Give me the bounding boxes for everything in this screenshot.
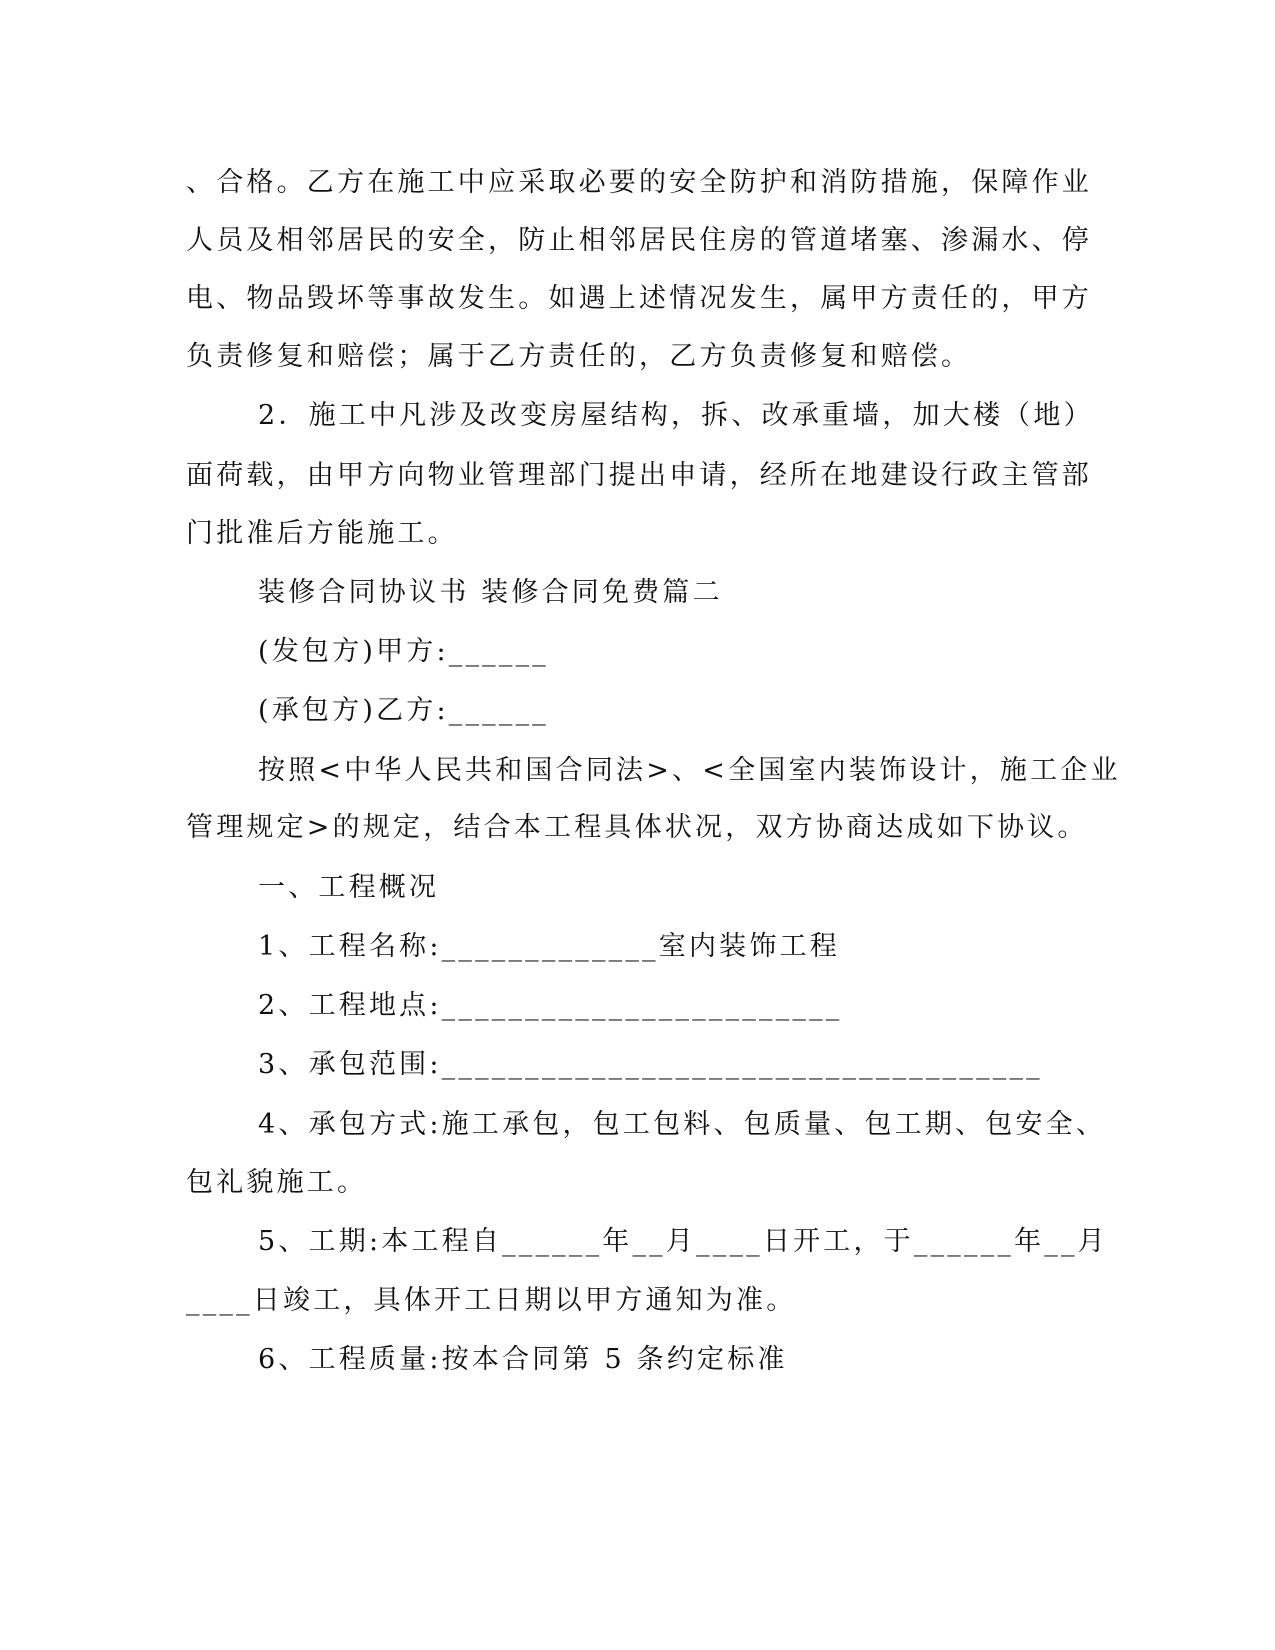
- text-line: 管理规定>的规定，结合本工程具体状况，双方协商达成如下协议。: [186, 812, 1088, 843]
- text-line: ____日竣工，具体开工日期以甲方通知为准。: [186, 1285, 797, 1316]
- text-line: 包礼貌施工。: [186, 1167, 368, 1198]
- list-item: 1、工程名称:_____________室内装饰工程: [258, 931, 840, 962]
- text-line: 人员及相邻居民的安全，防止相邻居民住房的管道堵塞、渗漏水、停: [186, 225, 1092, 256]
- text-line: 按照<中华人民共和国合同法>、<全国室内装饰设计，施工企业: [258, 755, 1121, 786]
- list-item: 4、承包方式:施工承包，包工包料、包质量、包工期、包安全、: [258, 1109, 1107, 1140]
- text-line: 面荷载，由甲方向物业管理部门提出申请，经所在地建设行政主管部: [186, 460, 1092, 491]
- text-line: 负责修复和赔偿；属于乙方责任的，乙方负责修复和赔偿。: [186, 341, 972, 372]
- list-item: 2、工程地点:________________________: [258, 990, 843, 1021]
- list-item: 5、工期:本工程自______年__月____日开工，于______年__月: [258, 1226, 1108, 1257]
- text-line: 门批准后方能施工。: [186, 518, 458, 549]
- section-heading: 装修合同协议书 装修合同免费篇二: [258, 577, 723, 608]
- section-heading: 一、工程概况: [258, 872, 440, 903]
- list-item: 3、承包范围:____________________________________: [258, 1049, 1043, 1080]
- party-a-line: (发包方)甲方:______: [258, 636, 549, 667]
- text-line: 电、物品毁坏等事故发生。如遇上述情况发生，属甲方责任的，甲方: [186, 283, 1092, 314]
- text-line: 2．施工中凡涉及改变房屋结构，拆、改承重墙，加大楼（地）: [258, 400, 1094, 431]
- text-line: 、合格。乙方在施工中应采取必要的安全防护和消防措施，保障作业: [186, 167, 1092, 198]
- list-item: 6、工程质量:按本合同第 5 条约定标准: [258, 1344, 788, 1375]
- party-b-line: (承包方)乙方:______: [258, 695, 549, 726]
